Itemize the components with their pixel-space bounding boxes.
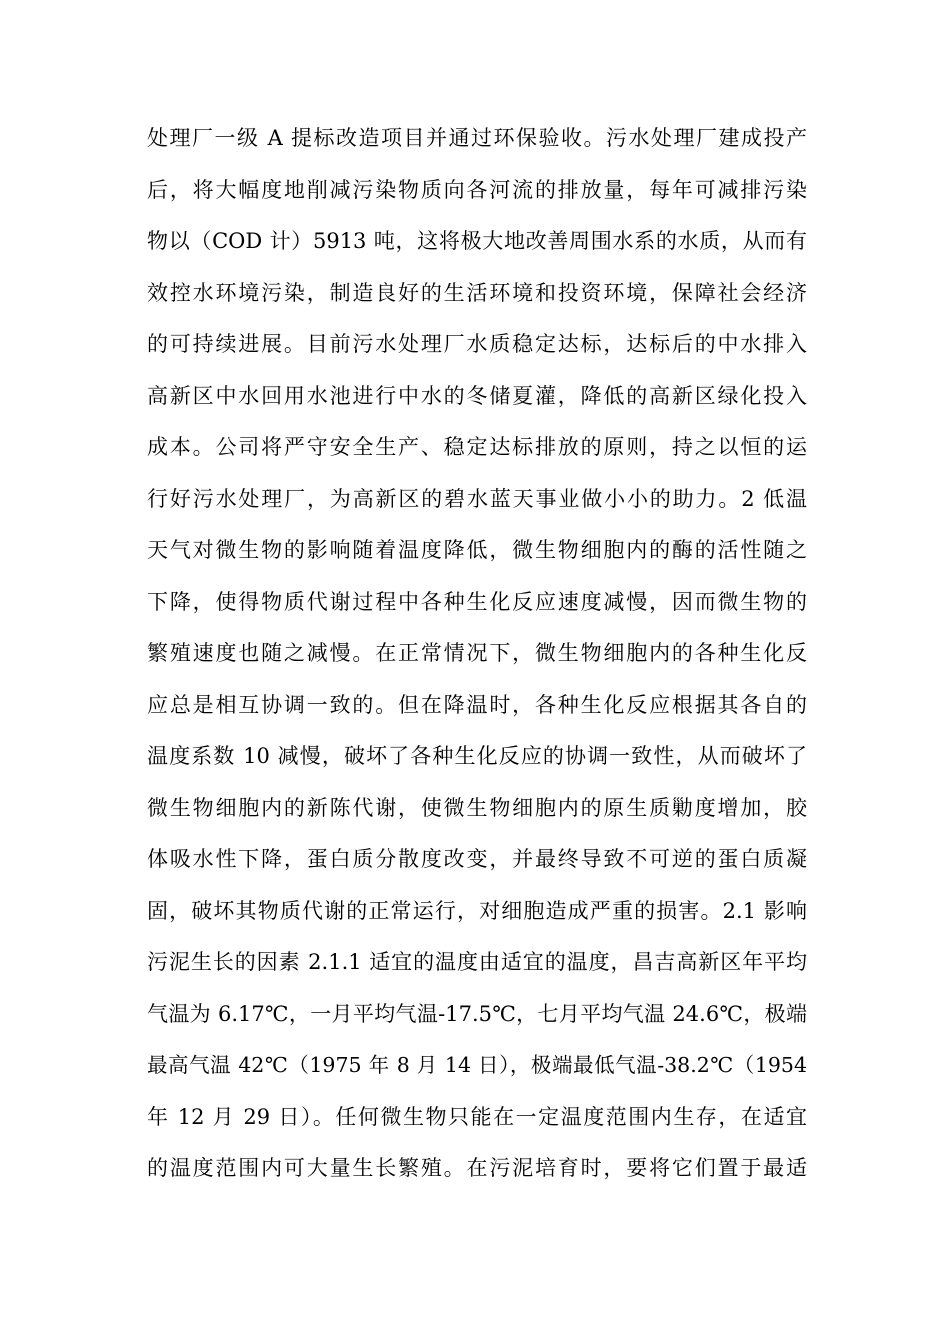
- text-line: 的可持续进展。目前污水处理厂水质稳定达标，达标后的中水排入: [147, 332, 807, 356]
- text-line: 气温为 6.17℃，一月平均气温-17.5℃，七月平均气温 24.6℃，极端: [147, 1001, 807, 1026]
- text-line: 繁殖速度也随之减慢。在正常情况下，微生物细胞内的各种生化反: [147, 641, 807, 665]
- text-line: 处理厂一级 A 提标改造项目并通过环保验收。污水处理厂建成投产: [147, 126, 807, 150]
- text-line: 的温度范围内可大量生长繁殖。在污泥培育时，要将它们置于最适: [147, 1156, 807, 1180]
- text-line: 成本。公司将严守安全生产、稳定达标排放的原则，持之以恒的运: [147, 435, 807, 459]
- text-line: 最高气温 42℃（1975 年 8 月 14 日），极端最低气温-38.2℃（1954: [147, 1053, 807, 1077]
- text-line: 高新区中水回用水池进行中水的冬储夏灌，降低的高新区绿化投入: [147, 383, 807, 408]
- text-line: 物以（COD 计）5913 吨，这将极大地改善周围水系的水质，从而有: [147, 229, 807, 253]
- text-line: 固，破坏其物质代谢的正常运行，对细胞造成严重的损害。2.1 影响: [147, 898, 807, 923]
- text-line: 温度系数 10 减慢，破坏了各种生化反应的协调一致性，从而破坏了: [147, 744, 807, 768]
- text-line: 下降，使得物质代谢过程中各种生化反应速度减慢，因而微生物的: [147, 589, 807, 614]
- text-line: 后，将大幅度地削减污染物质向各河流的排放量，每年可减排污染: [147, 177, 807, 202]
- text-line: 应总是相互协调一致的。但在降温时，各种生化反应根据其各自的: [147, 692, 807, 717]
- text-line: 行好污水处理厂，为高新区的碧水蓝天事业做小小的助力。2 低温: [147, 486, 807, 511]
- text-line: 年 12 月 29 日）。任何微生物只能在一定温度范围内生存，在适宜: [147, 1104, 807, 1129]
- text-line: 体吸水性下降，蛋白质分散度改变，并最终导致不可逆的蛋白质凝: [147, 847, 807, 871]
- text-line: 微生物细胞内的新陈代谢，使微生物细胞内的原生质勦度增加，胶: [147, 795, 807, 820]
- text-line: 天气对微生物的影响随着温度降低，微生物细胞内的酶的活性随之: [147, 538, 807, 562]
- text-line: 污泥生长的因素 2.1.1 适宜的温度由适宜的温度，昌吉高新区年平均: [147, 950, 807, 974]
- text-line: 效控水环境污染，制造良好的生活环境和投资环境，保障社会经济: [147, 280, 807, 305]
- body-text: [147, 118, 807, 1200]
